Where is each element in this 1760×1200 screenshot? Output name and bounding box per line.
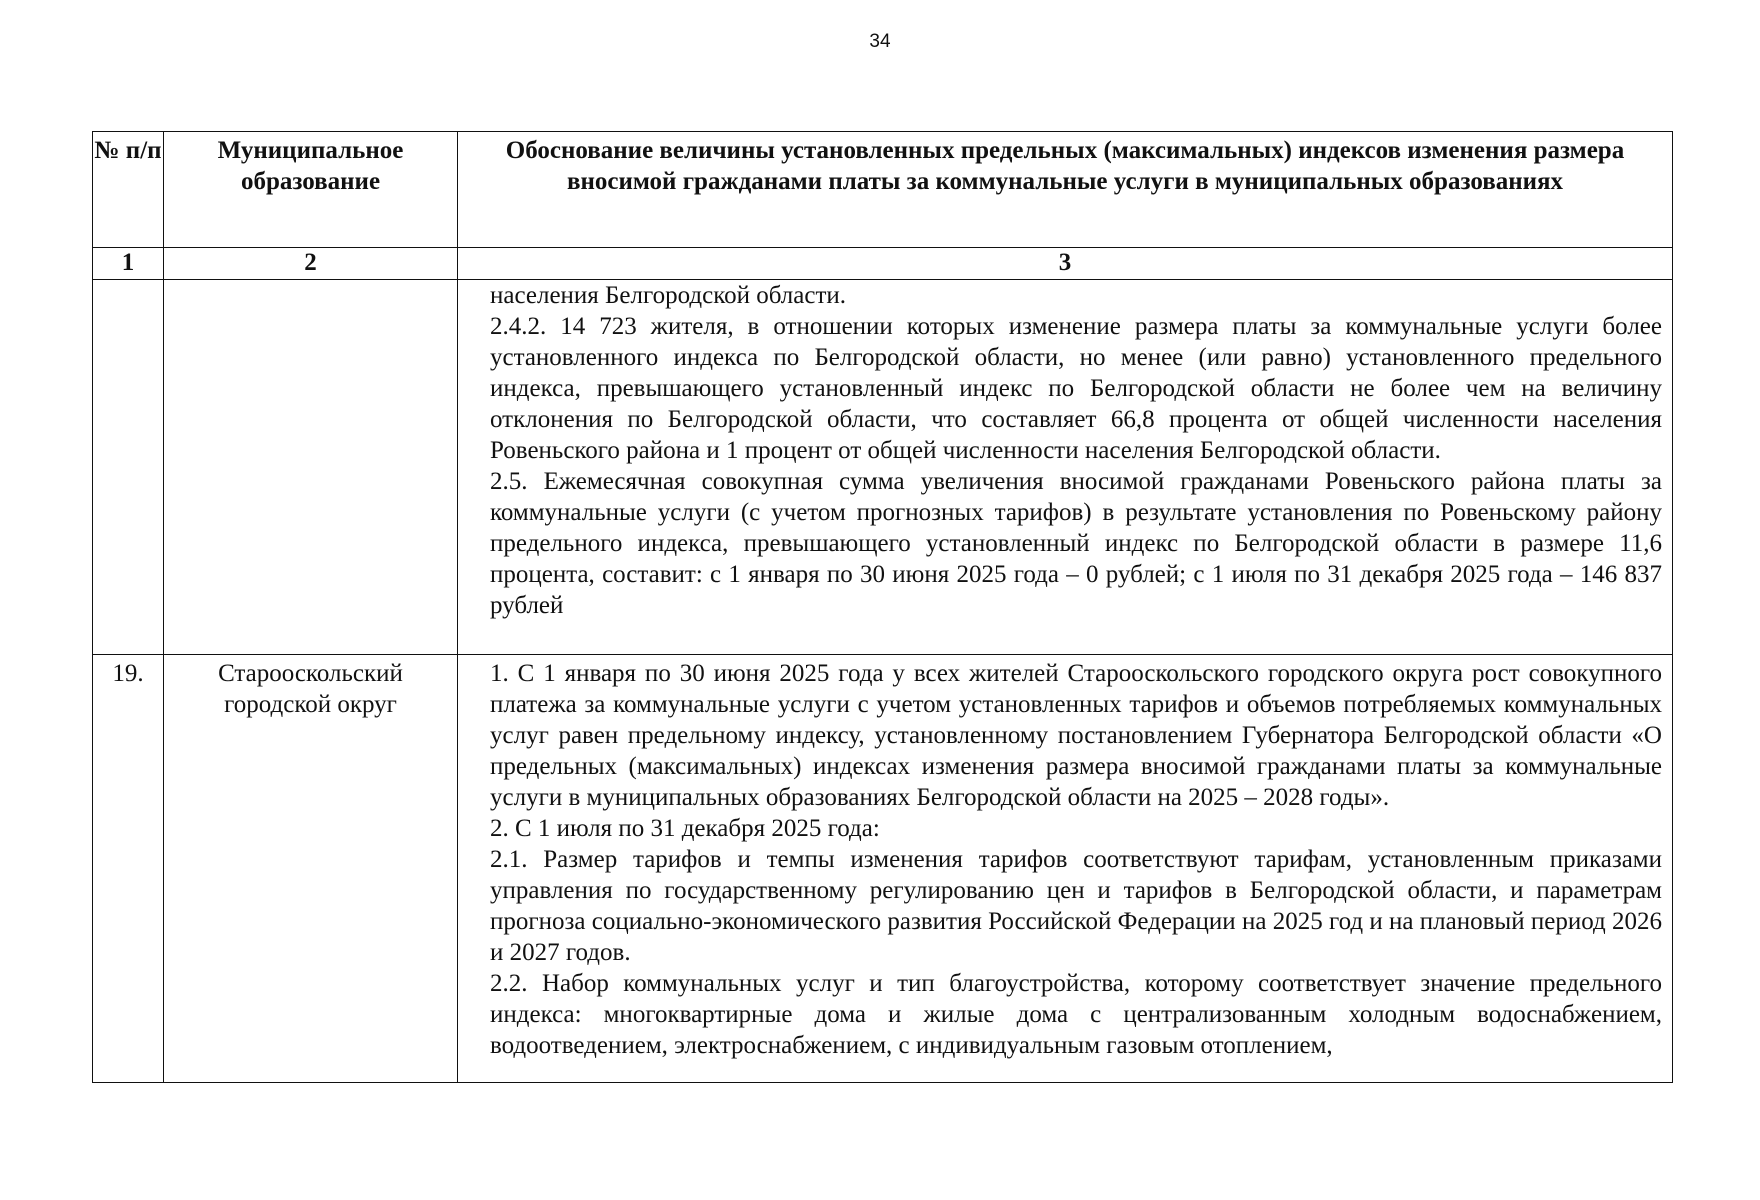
paragraph: 2.1. Размер тарифов и темпы изменения тарифов соответствуют тарифам, установленным приказами управления по государственному регулированию цен и тарифов в Белгородской области, и параметрам прогноза социально-экономического развития Российской Федерации на 2025 год и на плановый период 2026 и 2027 годов. xyxy=(490,846,1662,966)
paragraph: 2.2. Набор коммунальных услуг и тип благоустройства, которому соответствует значение предельного индекса: многоквартирные дома и жилые дома с централизованным холодным водоснабжением, водоотведением, электроснабжением, с индивидуальным газовым отоплением, xyxy=(490,970,1662,1059)
paragraph: 2.4.2. 14 723 жителя, в отношении которых изменение размера платы за коммунальные услуги более установленного индекса по Белгородской области, но менее (или равно) установленного предельного индекса, превышающего установленный индекс по Белгородской области не более чем на величину отклонения по Белгородской области, что составляет 66,8 процента от общей численности населения Ровеньского района и 1 процент от общей численности населения Белгородской области. xyxy=(490,313,1662,464)
column-number-3: 3 xyxy=(458,248,1673,280)
paragraph: 2. С 1 июля по 31 декабря 2025 года: xyxy=(490,815,880,842)
row-municipality-cell xyxy=(164,280,458,655)
row-number-cell xyxy=(93,280,164,655)
page-number: 34 xyxy=(869,31,891,52)
column-number-1: 1 xyxy=(93,248,164,280)
paragraph: 2.5. Ежемесячная совокупная сумма увеличения вносимой гражданами Ровеньского района платы за коммунальные услуги (с учетом прогнозных тарифов) в результате установления по Ровеньскому району предельного индекса, превышающего установленный индекс по Белгородской области в размере 11,6 процента, составит: с 1 января по 30 июня 2025 года – 0 рублей; с 1 июля по 31 декабря 2025 года – 146 837 рублей xyxy=(490,468,1662,619)
paragraph: населения Белгородской области. xyxy=(490,282,847,309)
row-justification-cell xyxy=(458,280,1673,655)
paragraph: 1. С 1 января по 30 июня 2025 года у всех жителей Старооскольского городского округа рост совокупного платежа за коммунальные услуги с учетом установленных тарифов и объемов потребляемых коммунальных услуг равен предельному индексу, установленному постановлением Губернатора Белгородской области «О предельных (максимальных) индексах изменения размера вносимой гражданами платы за коммунальные услуги в муниципальных образованиях Белгородской области на 2025 – 2028 годы». xyxy=(490,660,1662,811)
row-number: 19. xyxy=(112,660,144,687)
header-justification-label: Обоснование величины установленных предельных (максимальных) индексов изменения размера вносимой гражданами платы за коммунальные услуги в муниципальных образованиях xyxy=(505,137,1625,195)
table-row xyxy=(93,655,1673,1083)
header-municipality-cell xyxy=(164,132,458,248)
row-number-cell xyxy=(93,655,164,1083)
column-number-row xyxy=(93,248,1673,280)
column-number-2: 2 xyxy=(164,248,458,280)
table-header-row xyxy=(93,132,1673,248)
row-justification-cell xyxy=(458,655,1673,1083)
row-municipality-cell xyxy=(164,655,458,1083)
header-municipality-label: Муниципальное образование xyxy=(217,137,404,195)
justification-table xyxy=(92,131,1673,1083)
header-number-cell xyxy=(93,132,164,248)
row-municipality: Старооскольский городской округ xyxy=(218,660,403,718)
table-row xyxy=(93,280,1673,655)
header-justification-cell xyxy=(458,132,1673,248)
header-number-label: № п/п xyxy=(94,137,162,164)
